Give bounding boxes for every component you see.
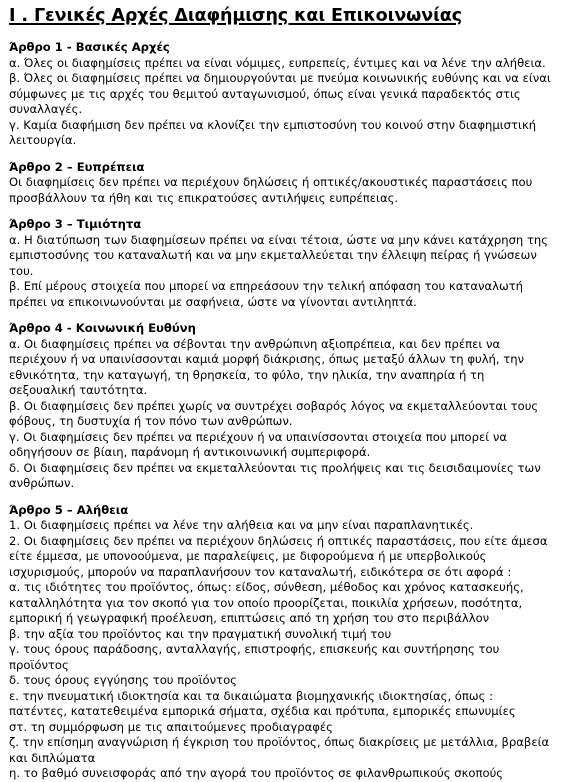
document-title: I . Γενικές Αρχές Διαφήμισης και Επικοινωνίας [9,6,462,26]
article-heading: Άρθρο 4 - Κοινωνική Ευθύνη [9,321,196,335]
article-paragraph: β. Οι διαφημίσεις δεν πρέπει χωρίς να συντρέχει σοβαρός λόγος να εκμεταλλεύονται τους φόβους, τη δυστυχία ή τον πόνο των ανθρώπων. [9,398,539,428]
article-paragraph: γ. Καμία διαφήμιση δεν πρέπει να κλονίζει την εμπιστοσύνη του κοινού στην διαφημιστική λειτουργία. [9,117,537,147]
article-heading: Άρθρο 5 – Αλήθεια [9,502,129,517]
article-paragraph: β. την αξία του προϊόντος και την πραγματική συνολική τιμή του [9,626,392,641]
article-4 [9,321,551,492]
article-2 [9,160,551,207]
article-paragraph: 1. Οι διαφημίσεις πρέπει να λένε την αλήθεια και να μην είναι παραπλανητικές. [9,518,474,532]
article-paragraph: η. το βαθμό συνεισφοράς από την αγορά του προϊόντος σε φιλανθρωπικούς σκοπούς [9,766,504,780]
article-3 [9,217,551,310]
article-paragraph: β. Επί μέρους στοιχεία που μπορεί να επηρεάσουν την τελική απόφαση του καταναλωτή πρέπει να επικοινωνούνται με σαφήνεια, ώστε να γίνονται αντιληπτά. [9,279,524,309]
article-paragraph: γ. Οι διαφημίσεις δεν πρέπει να περιέχουν ή να υπαινίσσονται στοιχεία που μπορεί να οδηγήσουν σε βίαιη, παράνομη ή αντικοινωνική συμπεριφορά. [9,429,508,459]
article-paragraph: β. Όλες οι διαφημίσεις πρέπει να δημιουργούνται με πνεύμα κοινωνικής ευθύνης και να είναι σύμφωνες με τις αρχές του θεμιτού ανταγωνισμού, όπως είναι γενικά παραδεκτός στις συναλλαγές. [9,71,551,116]
article-heading: Άρθρο 1 - Βασικές Αρχές [9,40,170,54]
article-paragraph: α. Όλες οι διαφημίσεις πρέπει να είναι νόμιμες, ευπρεπείς, έντιμες και να λένε την αλήθεια. [9,55,546,70]
article-paragraph: δ. Οι διαφημίσεις δεν πρέπει να εκμεταλλεύονται τις προλήψεις και τις δεισιδαιμονίες των ανθρώπων. [9,460,541,490]
article-1 [9,40,551,149]
article-heading: Άρθρο 2 – Ευπρέπεια [9,159,145,174]
article-paragraph: γ. τους όρους παράδοσης, ανταλλαγής, επιστροφής, επισκευής και συντήρησης του προϊόντος [9,642,500,672]
article-paragraph: Οι διαφημίσεις δεν πρέπει να περιέχουν δηλώσεις ή οπτικές/ακουστικές παραστάσεις που προσβάλλουν τα ήθη και τις επικρατούσες αντιλήψεις ευπρέπειας. [9,175,533,205]
article-paragraph: α. Η διατύπωση των διαφημίσεων πρέπει να είναι τέτοια, ώστε να μην κάνει κατάχρηση της εμπιστοσύνης του καταναλωτή και να μην εκμεταλλεύεται την έλλειψη πείρας ή γνώσεων του. [9,232,549,278]
article-paragraph: α. Οι διαφημίσεις πρέπει να σέβονται την ανθρώπινη αξιοπρέπεια, και δεν πρέπει να περιέχουν ή να υπαινίσσονται καμιά μορφή διάκρισης, όπως μεταξύ άλλων τη φυλή, την εθνικότητα, την καταγωγή, τη θρησκεία, το φύλο, την ηλικία, την αναπηρία ή τη σεξουαλική ταυτότητα. [9,336,525,397]
article-paragraph: στ. τη συμμόρφωση με τις απαιτούμενες προδιαγραφές [9,719,333,734]
article-paragraph: 2. Οι διαφημίσεις δεν πρέπει να περιέχουν δηλώσεις ή οπτικές παραστάσεις, που είτε άμεσα είτε έμμεσα, με υπονοούμενα, με παραλείψεις, με διφορούμενα ή με υπερβολικούς ισχυρισμούς, μπορούν να παραπλανήσουν τον καταναλωτή, ειδικότερα σε ότι αφορά : [9,533,548,579]
article-heading: Άρθρο 3 – Τιμιότητα [9,217,142,231]
article-paragraph: α. τις ιδιότητες του προϊόντος, όπως: είδος, σύνθεση, μέθοδος και χρόνος κατασκευής, καταλληλότητα για τον σκοπό για τον οποίο προορίζεται, ποικιλία χρήσεων, ποσότητα, εμπορική ή γεωγραφική προέλευση, επιπτώσεις από τη χρήση του στο περιβάλλον [9,580,524,625]
article-paragraph: δ. τους όρους εγγύησης του προϊόντος [9,673,237,687]
article-paragraph: ε. την πνευματική ιδιοκτησία και τα δικαιώματα βιομηχανικής ιδιοκτησίας, όπως : πατέντες, κατατεθειμένα εμπορικά σήματα, σχέδια και πρότυπα, εμπορικές επωνυμίες [9,688,516,718]
article-5 [9,503,551,782]
article-paragraph: ζ. την επίσημη αναγνώριση ή έγκριση του προϊόντος, όπως διακρίσεις με μετάλλια, βραβεία και διπλώματα [9,735,550,765]
